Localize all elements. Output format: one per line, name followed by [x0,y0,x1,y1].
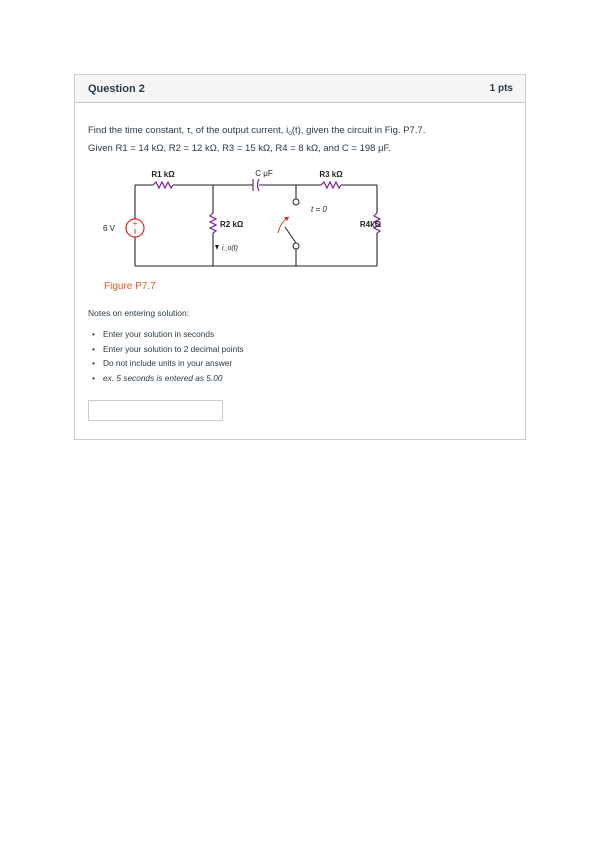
question-text-part1: Find the time constant, τ, of the output current, i [88,125,289,136]
switch [278,199,299,249]
r3-resistor [321,182,341,188]
voltage-source [126,219,144,237]
figure-caption: Figure P7.7 [104,281,156,292]
r2-resistor [210,213,216,233]
question-line-2: Given R1 = 14 kΩ, R2 = 12 kΩ, R3 = 15 kΩ, R4 = 8 kΩ, and C = 198 μF. [88,143,391,154]
r4-label: R4kΩ [359,220,381,229]
notes-heading: Notes on entering solution: [88,308,190,318]
note-item: • ex. 5 seconds is entered as 5.00 [88,371,244,386]
r1-label: R1 kΩ [151,170,175,179]
c-label: C μF [255,169,273,178]
question-text [88,123,513,156]
question-points: 1 pts [489,83,513,94]
answer-input[interactable] [88,400,223,421]
r3-label: R3 kΩ [319,170,343,179]
question-header [75,75,525,103]
question-text-part2: (t), given the circuit in Fig. P7.7. [291,125,426,136]
question-card [74,74,526,440]
note-item: • Do not include units in your answer [88,356,244,371]
notes-list [88,327,244,385]
switch-label: t = 0 [311,205,327,214]
r2-label: R2 kΩ [220,220,244,229]
r1-resistor [153,182,173,188]
question-text-subscript: o [288,130,292,137]
note-item: • Enter your solution in seconds [88,327,244,342]
question-title: Question 2 [88,82,145,95]
source-label: 6 V [103,224,116,233]
question-line-1 [88,123,513,141]
note-item: • Enter your solution to 2 decimal points [88,342,244,357]
svg-text:+: + [132,219,138,228]
current-arrow [215,245,219,250]
capacitor [253,179,259,191]
current-label: i_o(t) [222,245,238,252]
circuit-diagram [101,167,381,295]
